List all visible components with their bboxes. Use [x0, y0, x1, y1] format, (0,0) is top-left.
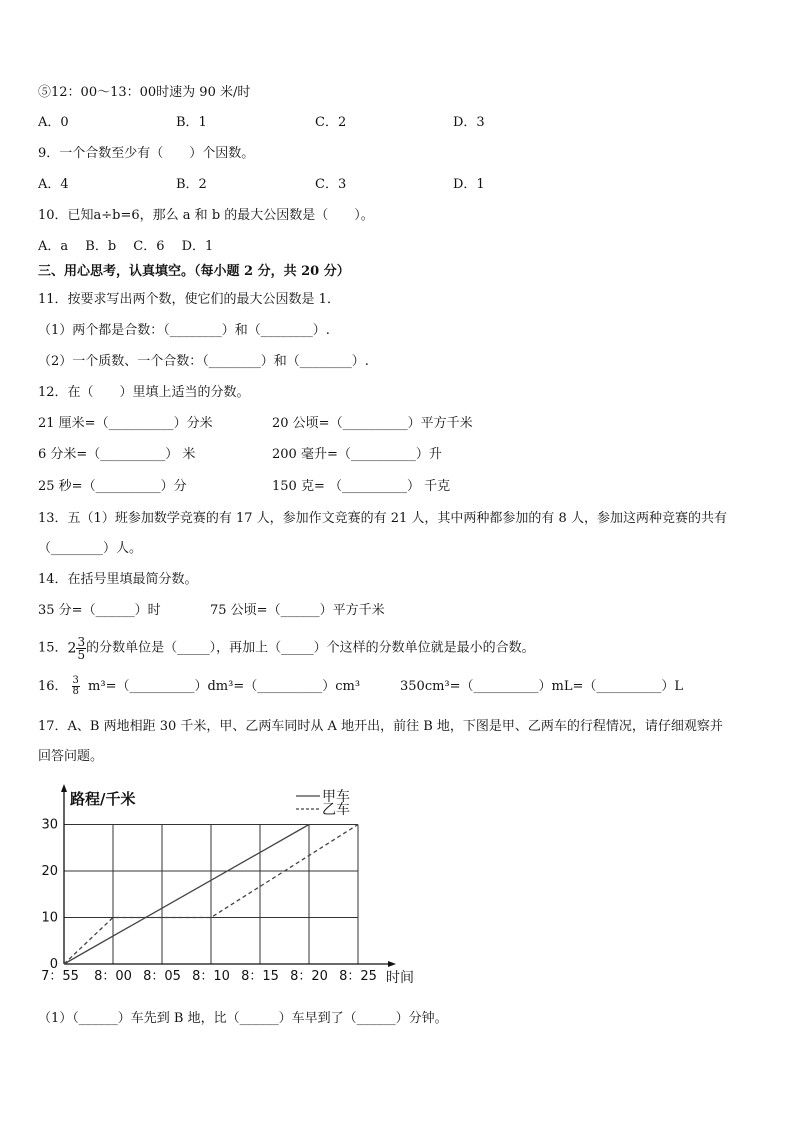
x-axis-title: 时间 — [386, 970, 414, 986]
x-tick-label: 8：10 — [192, 969, 230, 984]
y-axis-arrow — [61, 784, 67, 792]
q14-question: 14．在括号里填最简分数。 — [38, 572, 198, 587]
chart-legend — [296, 789, 350, 818]
x-tick-label: 8：00 — [94, 969, 132, 984]
q12-item5: 25 秒=（__________）分 — [38, 479, 187, 494]
distance-time-chart — [28, 782, 428, 996]
x-tick-label: 8：20 — [290, 969, 328, 984]
q14-item1: 35 分=（______）时 — [38, 603, 161, 618]
q16-fraction: $\frac{3}{8}$ — [72, 675, 79, 697]
q16-text: m³=（__________）dm³=（__________）cm³ — [83, 679, 361, 694]
q17-question-cont: 回答问题。 — [38, 749, 104, 764]
q8-option-c: C．2 — [315, 115, 347, 130]
q12-question: 12．在（ ）里填上适当的分数。 — [38, 385, 250, 400]
q15-question — [38, 633, 535, 664]
q15-text: 的分数单位是（_____），再加上（_____）个这样的分数单位就是最小的合数。 — [86, 640, 535, 656]
q8-option-b: B．1 — [176, 115, 207, 130]
q11-part2: （2）一个质数、一个合数：（________）和（________）. — [38, 354, 369, 369]
q11-question: 11．按要求写出两个数，使它们的最大公因数是 1． — [38, 292, 340, 307]
chart-grid — [64, 825, 358, 965]
q13-question: 13．五（1）班参加数学竞赛的有 17 人，参加作文竞赛的有 21 人，其中两种都参加的有 8 人，参加这两种竞赛的共有 — [38, 511, 727, 526]
q9-option-b: B．2 — [176, 177, 207, 192]
q8-option-a: A．0 — [38, 115, 69, 130]
y-axis-title: 路程/千米 — [70, 790, 136, 808]
q15-mixed-fraction: 2 $\frac{3}{5}$ — [67, 634, 86, 662]
y-tick-label: 0 — [49, 957, 58, 972]
q15-number: 15． — [38, 640, 68, 656]
x-tick-label: 8：15 — [241, 969, 279, 984]
q9-option-a: A．4 — [38, 177, 69, 192]
q13-question-cont: （________）人。 — [38, 541, 143, 556]
y-tick-label: 30 — [41, 817, 58, 833]
legend-label-yi: 乙车 — [322, 802, 350, 818]
x-tick-label: 8：25 — [339, 969, 377, 984]
q14-item2: 75 公顷=（______）平方千米 — [210, 603, 385, 618]
q10-options: A．a B．b C．6 D．1 — [38, 239, 214, 254]
series-jia-line — [64, 825, 309, 965]
section-3-heading: 三、用心思考，认真填空。（每小题 2 分，共 20 分） — [38, 264, 350, 279]
q12-item3: 6 分米=（__________） 米 — [38, 447, 196, 462]
q17-part1: （1）（______）车先到 B 地，比（______）车早到了（______）分钟。 — [38, 1011, 448, 1026]
q11-part1: （1）两个都是合数：（________）和（________）. — [38, 323, 330, 338]
q16-number: 16． — [38, 679, 68, 694]
q10-question: 10．已知a÷b=6，那么 a 和 b 的最大公因数是（ ）。 — [38, 208, 374, 223]
q12-item4: 200 毫升=（__________）升 — [272, 447, 442, 462]
q16-text-2: 350cm³=（__________）mL=（__________）L — [400, 679, 684, 694]
q16-question — [38, 673, 360, 701]
x-tick-label: 8：05 — [143, 969, 181, 984]
q8-item5: ⑤12：00～13：00时速为 90 米/时 — [38, 85, 251, 100]
q8-option-d: D．3 — [453, 115, 485, 130]
q9-question: 9．一个合数至少有（ ）个因数。 — [38, 146, 255, 161]
y-tick-label: 20 — [41, 864, 58, 879]
q17-question: 17．A、B 两地相距 30 千米，甲、乙两车同时从 A 地开出，前往 B 地，下图是甲、乙两车的行程情况，请仔细观察并 — [38, 719, 723, 734]
q12-item2: 20 公顷=（__________）平方千米 — [272, 416, 473, 431]
q9-option-c: C．3 — [315, 177, 347, 192]
q12-item6: 150 克= （__________） 千克 — [272, 479, 451, 494]
q12-item1: 21 厘米=（__________）分米 — [38, 416, 213, 431]
y-tick-label: 10 — [41, 910, 58, 926]
q9-option-d: D．1 — [453, 177, 485, 192]
x-tick-label: 7：55 — [41, 969, 79, 984]
x-axis-arrow — [388, 961, 396, 967]
legend-label-jia: 甲车 — [322, 789, 350, 805]
